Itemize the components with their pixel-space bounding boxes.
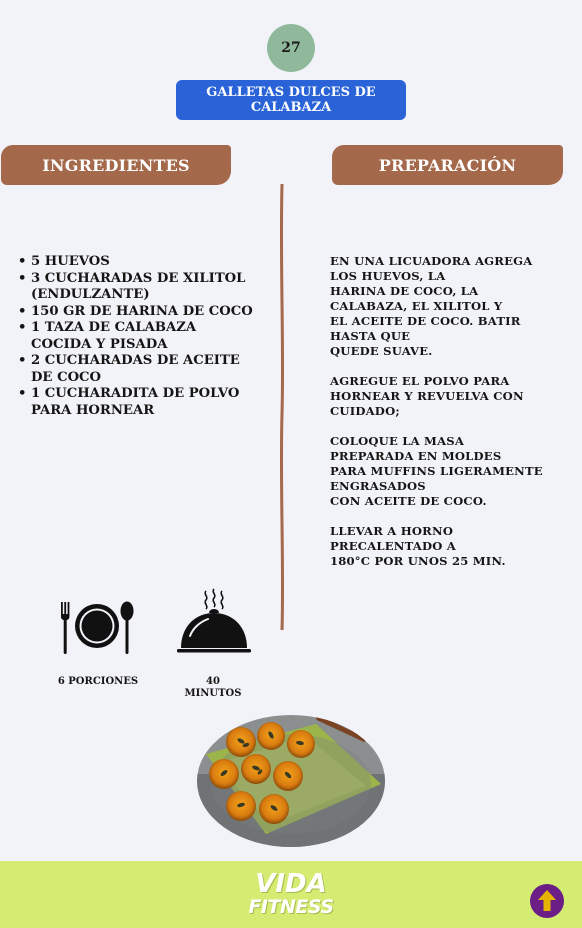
step-line: CUIDADO; [330, 404, 400, 418]
list-item: • 1 TAZA DE CALABAZA COCIDA Y PISADA [18, 320, 258, 353]
time-value: 40 [206, 676, 220, 687]
list-item: • 5 HUEVOS [18, 254, 258, 271]
brand-logo [241, 869, 341, 918]
list-item: • 3 CUCHARADAS DE XILITOL (ENDULZANTE) [18, 271, 258, 304]
list-item: • 2 CUCHARADAS DE ACEITE DE COCO [18, 353, 258, 386]
preparation-step-4 [330, 524, 555, 569]
preparation-steps [330, 254, 555, 584]
list-item: • 150 GR DE HARINA DE COCO [18, 304, 258, 321]
step-line: PARA MUFFINS LIGERAMENTE [330, 464, 543, 478]
step-line: HASTA QUE [330, 329, 411, 343]
step-line: CON ACEITE DE COCO. [330, 494, 487, 508]
step-line: EL ACEITE DE COCO. BATIR [330, 314, 521, 328]
step-line: QUEDE SUAVE. [330, 344, 433, 358]
time-label [172, 676, 254, 700]
step-line: ENGRASADOS [330, 479, 426, 493]
ingredients-list [18, 254, 258, 419]
plate-cutlery-icon [58, 600, 136, 656]
preparation-step-1 [330, 254, 555, 359]
step-line: AGREGUE EL POLVO PARA [330, 374, 510, 388]
step-line: EN UNA LICUADORA AGREGA [330, 254, 533, 268]
page-number-badge: 27 [267, 24, 315, 72]
step-line: HORNEAR Y REVUELVA CON [330, 389, 524, 403]
step-line: LOS HUEVOS, LA [330, 269, 446, 283]
step-line: PRECALENTADO A [330, 539, 456, 553]
recipe-photo [196, 714, 386, 848]
brand-line-1: VIDA [255, 869, 327, 899]
preparation-step-3 [330, 434, 555, 509]
scroll-top-button[interactable] [529, 883, 565, 919]
list-item: • 1 CUCHARADITA DE POLVO PARA HORNEAR [18, 386, 258, 419]
ingredients-header: INGREDIENTES [1, 145, 231, 185]
column-divider [279, 184, 285, 630]
cloche-icon [176, 588, 252, 656]
step-line: CALABAZA, EL XILITOL Y [330, 299, 503, 313]
step-line: HARINA DE COCO, LA [330, 284, 479, 298]
step-line: 180°C POR UNOS 25 MIN. [330, 554, 506, 568]
step-line: PREPARADA EN MOLDES [330, 449, 502, 463]
preparation-header: PREPARACIÓN [332, 145, 563, 185]
brand-line-2: FITNESS [248, 896, 334, 918]
recipe-title: GALLETAS DULCES DE CALABAZA [176, 80, 406, 120]
step-line: COLOQUE LA MASA [330, 434, 465, 448]
preparation-step-2 [330, 374, 555, 419]
time-unit: MINUTOS [184, 688, 242, 699]
portions-label: 6 PORCIONES [57, 676, 139, 687]
step-line: LLEVAR A HORNO [330, 524, 454, 538]
